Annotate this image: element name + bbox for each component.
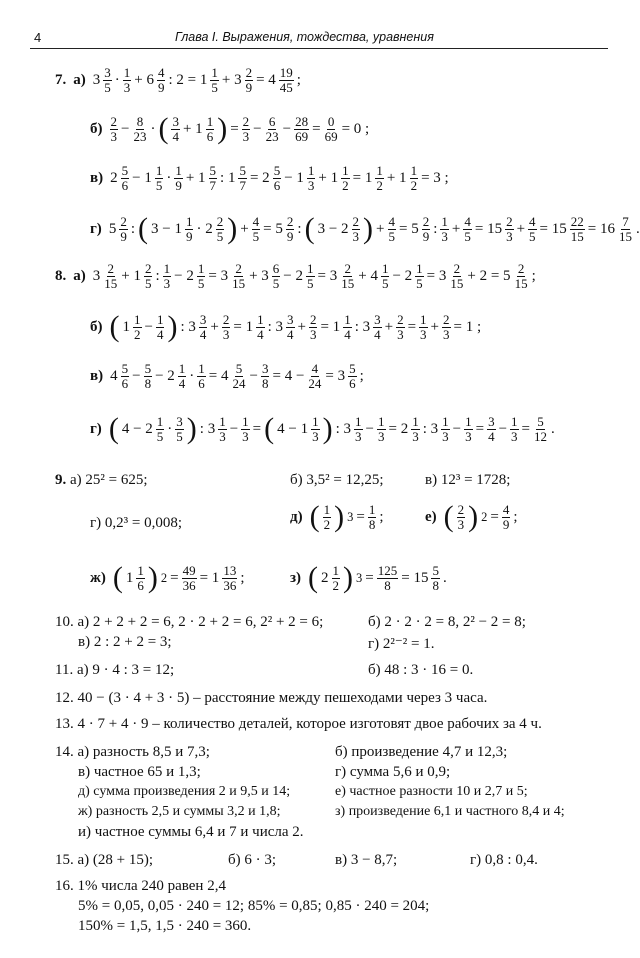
problem-16-line3: 150% = 1,5, 1,5 · 240 = 360.: [78, 918, 252, 934]
problem-9h: з) ( 2 1 2 ) 3 = 125 8 = 15 5 8 .: [290, 561, 447, 594]
problem-9e: д) ( 1 2 ) 3 = 1 8 ;: [290, 500, 384, 533]
problem-7d: г) 5 2 9 : ( 3 − 1 1 9 · 2 2 5 ) + 4 5 = 5 2 9 : ( 3 − 2 2 3 ) + 4 5 = 5 2 9 : 1 3 + 4 5 = 15 2 3 + 4 5 = 15 22 15 = 16 7 15 .: [90, 212, 640, 245]
problem-14-line2a: в) частное 65 и 1,3;: [78, 764, 201, 780]
problem-16-line1: 16. 1% числа 240 равен 2,4: [55, 878, 226, 894]
problem-14-line4a: ж) разность 2,5 и суммы 3,2 и 1,8;: [78, 804, 281, 819]
problem-16-line2: 5% = 0,05, 0,05 · 240 = 12; 85% = 0,85; 0,85 · 240 = 204;: [78, 898, 430, 914]
problem-14-line1b: б) произведение 4,7 и 12,3;: [335, 744, 508, 760]
problem-14-line3a: д) сумма произведения 2 и 9,5 и 14;: [78, 784, 291, 799]
problem-10-line1b: б) 2 · 2 · 2 = 8, 2² − 2 = 8;: [368, 614, 526, 630]
problem-7c: в) 2 5 6 − 1 1 5 · 1 9 + 1 5 7 : 1 5 7 = 2 5 6 − 1 1 3 + 1 1 2 = 1 1 2 + 1 1 2 = 3 ;: [90, 163, 449, 193]
problem-10-line2a: в) 2 : 2 + 2 = 3;: [78, 634, 172, 650]
problem-9d: г) 0,2³ = 0,008;: [90, 515, 183, 531]
problem-13: 13. 4 · 7 + 4 · 9 – количество деталей, которое изготовят двое рабочих за 4 ч.: [55, 716, 542, 732]
page-header: [30, 30, 608, 49]
problem-14-line4b: з) произведение 6,1 и частного 8,4 и 4;: [335, 804, 565, 819]
problem-11a: 11. а) 9 · 4 : 3 = 12;: [55, 662, 175, 678]
problem-14-line1a: 14. а) разность 8,5 и 7,3;: [55, 744, 210, 760]
problem-14-line3b: е) частное разности 10 и 2,7 и 5;: [335, 784, 528, 799]
chapter-title: Глава I. Выражения, тождества, уравнения: [175, 30, 434, 44]
problem-15c: в) 3 − 8,7;: [335, 852, 398, 868]
problem-7b: б) 2 3 − 8 23 · ( 3 4 + 1 1 6 ) = 2 3 − 6 23 − 28 69 = 0 69 = 0 ;: [90, 112, 370, 145]
problem-15b: б) 6 · 3;: [228, 852, 277, 868]
problem-15a: 15. а) (28 + 15);: [55, 852, 154, 868]
problem-8b: б) ( 1 1 2 − 1 4 ) : 3 3 4 + 2 3 = 1 1 4 : 3 3 4 + 2 3 = 1 1 4 : 3 3 4 + 2 3 = 1 3 + 2 3 = 1 ;: [90, 310, 482, 343]
problem-12: 12. 40 − (3 · 4 + 3 · 5) – расстояние между пешеходами через 3 часа.: [55, 690, 488, 706]
problem-14-line5: и) частное суммы 6,4 и 7 и числа 2.: [78, 824, 304, 840]
problem-15d: г) 0,8 : 0,4.: [470, 852, 538, 868]
problem-14-line2b: г) сумма 5,6 и 0,9;: [335, 764, 451, 780]
problem-9c: в) 12³ = 1728;: [425, 472, 511, 488]
problem-9g: ж) ( 1 1 6 ) 2 = 49 36 = 1 13 36 ;: [90, 561, 245, 594]
problem-10-line1a: 10. а) 2 + 2 + 2 = 6, 2 · 2 + 2 = 6, 2² + 2 = 6;: [55, 614, 324, 630]
problem-7a: 7. а) 3 3 5 · 1 3 + 6 4 9 : 2 = 1 1 5 + 3 2 9 = 4 19 45 ;: [55, 65, 301, 95]
page-number: 4: [34, 30, 42, 45]
problem-9f: е) ( 2 3 ) 2 = 4 9 ;: [425, 500, 518, 533]
problem-10-line2b: г) 2²⁻² = 1.: [368, 636, 435, 652]
problem-8a: 8. а) 3 2 15 + 1 2 5 : 1 3 − 2 1 5 = 3 2 15 + 3 6 5 − 2 1 5 = 3 2 15 + 4 1 5 − 2 1 5 = 3 2 15 + 2 = 5 2 15 ;: [55, 261, 536, 291]
problem-9b: б) 3,5² = 12,25;: [290, 472, 384, 488]
problem-8d: г) ( 4 − 2 1 5 · 3 5 ) : 3 1 3 − 1 3 = ( 4 − 1 1 3 ) : 3 1 3 − 1 3 = 2 1 3 : 3 1 3 − 1 3 = 3 4 − 1 3 = 5 12 .: [90, 412, 555, 445]
problem-11b: б) 48 : 3 · 16 = 0.: [368, 662, 474, 678]
problem-8c: в) 4 5 6 − 5 8 − 2 1 4 · 1 6 = 4 5 24 − 3 8 = 4 − 4 24 = 3 5 6 ;: [90, 361, 364, 391]
problem-9a: 9. а) 25² = 625;: [55, 472, 148, 488]
